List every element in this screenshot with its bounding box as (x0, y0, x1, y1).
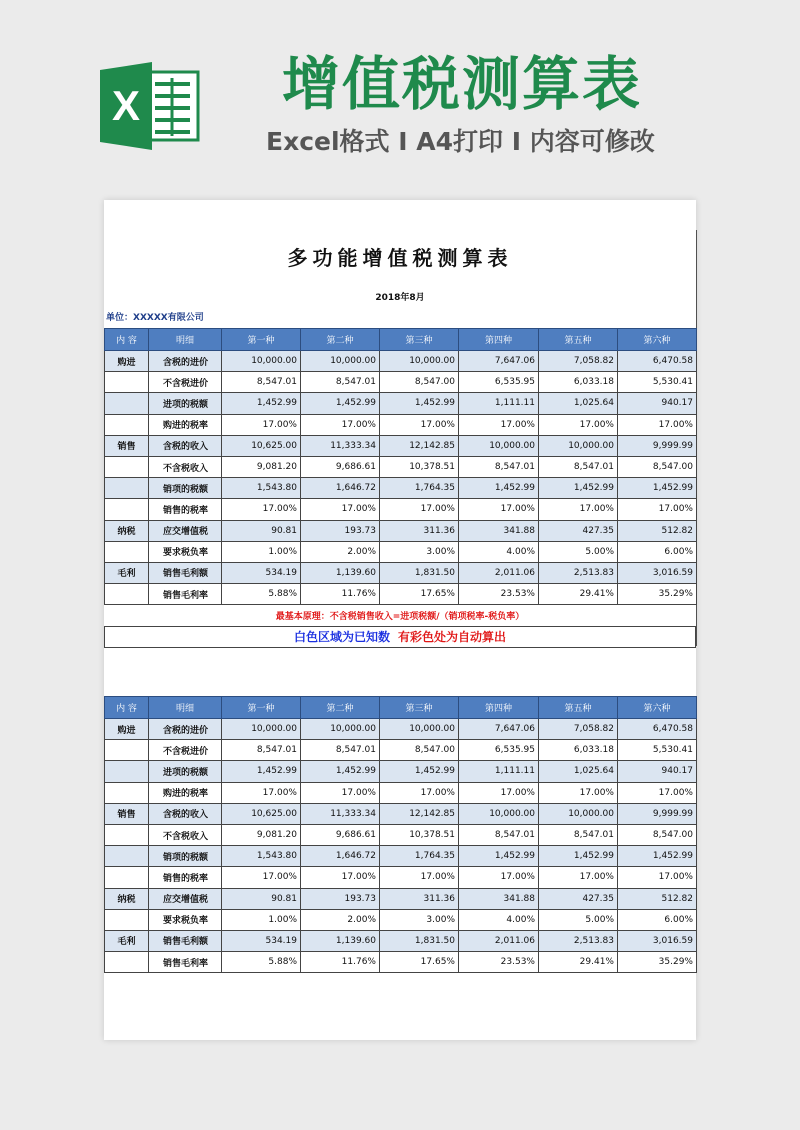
table-row (105, 803, 697, 824)
item-cell: 进项的税额 (149, 393, 222, 414)
page-subtitle: Excel格式 I A4打印 I 内容可修改 (266, 127, 655, 156)
value-cell[interactable]: 5.00% (539, 909, 618, 930)
table-row (105, 351, 697, 372)
column-header: 第四种 (459, 697, 539, 719)
value-cell[interactable]: 8,547.00 (618, 824, 697, 845)
item-cell: 要求税负率 (149, 541, 222, 562)
value-cell[interactable]: 1,452.99 (222, 393, 301, 414)
table-row (105, 520, 697, 541)
table-row (105, 867, 697, 888)
column-header: 第六种 (618, 329, 697, 351)
value-cell[interactable]: 427.35 (539, 520, 618, 541)
value-cell[interactable]: 8,547.01 (222, 740, 301, 761)
value-cell[interactable]: 17.00% (459, 782, 539, 803)
value-cell[interactable]: 10,625.00 (222, 435, 301, 456)
value-cell[interactable]: 17.00% (380, 867, 459, 888)
legend-auto: 有彩色处为自动算出 (398, 630, 507, 644)
value-cell[interactable]: 5.88% (222, 584, 301, 605)
table-row (105, 782, 697, 803)
value-cell[interactable]: 17.00% (459, 867, 539, 888)
value-cell[interactable]: 17.00% (539, 867, 618, 888)
value-cell[interactable]: 90.81 (222, 888, 301, 909)
column-header: 第一种 (222, 329, 301, 351)
spreadsheet-page (104, 200, 696, 1040)
value-cell[interactable]: 1,025.64 (539, 393, 618, 414)
value-cell[interactable]: 11.76% (301, 584, 380, 605)
value-cell[interactable]: 1,764.35 (380, 478, 459, 499)
column-header: 第一种 (222, 697, 301, 719)
value-cell[interactable]: 17.00% (222, 499, 301, 520)
table-header-row (105, 697, 697, 719)
category-cell (105, 499, 149, 520)
value-cell[interactable]: 17.00% (618, 782, 697, 803)
value-cell[interactable]: 10,378.51 (380, 824, 459, 845)
table-row (105, 541, 697, 562)
category-cell (105, 782, 149, 803)
value-cell[interactable]: 6.00% (618, 541, 697, 562)
category-cell (105, 740, 149, 761)
category-cell: 纳税 (105, 520, 149, 541)
value-cell[interactable]: 9,999.99 (618, 435, 697, 456)
value-cell[interactable]: 9,999.99 (618, 803, 697, 824)
value-cell[interactable]: 1,452.99 (222, 761, 301, 782)
value-cell[interactable]: 17.00% (618, 499, 697, 520)
value-cell[interactable]: 8,547.00 (618, 456, 697, 477)
value-cell[interactable]: 17.00% (459, 414, 539, 435)
table-row (105, 888, 697, 909)
value-cell[interactable]: 1,452.99 (380, 761, 459, 782)
item-cell: 购进的税率 (149, 414, 222, 435)
category-cell (105, 456, 149, 477)
value-cell[interactable]: 17.00% (301, 499, 380, 520)
item-cell: 含税的进价 (149, 351, 222, 372)
company-unit: 单位：XXXXX有限公司 (106, 313, 204, 323)
category-cell (105, 541, 149, 562)
value-cell[interactable]: 1,025.64 (539, 761, 618, 782)
value-cell[interactable]: 7,647.06 (459, 719, 539, 740)
value-cell[interactable]: 193.73 (301, 888, 380, 909)
column-header: 明细 (149, 329, 222, 351)
value-cell[interactable]: 1,646.72 (301, 478, 380, 499)
value-cell[interactable]: 10,000.00 (301, 719, 380, 740)
value-cell[interactable]: 35.29% (618, 584, 697, 605)
value-cell[interactable]: 17.00% (222, 867, 301, 888)
value-cell[interactable]: 8,547.00 (380, 372, 459, 393)
value-cell[interactable]: 10,625.00 (222, 803, 301, 824)
value-cell[interactable]: 193.73 (301, 520, 380, 541)
value-cell[interactable]: 5,530.41 (618, 740, 697, 761)
value-cell[interactable]: 1,543.80 (222, 478, 301, 499)
item-cell: 进项的税额 (149, 761, 222, 782)
value-cell[interactable]: 10,000.00 (380, 351, 459, 372)
category-cell (105, 414, 149, 435)
excel-icon (100, 62, 200, 150)
value-cell[interactable]: 1,452.99 (618, 846, 697, 867)
value-cell[interactable]: 35.29% (618, 952, 697, 973)
item-cell: 不含税进价 (149, 740, 222, 761)
value-cell[interactable]: 8,547.01 (222, 372, 301, 393)
item-cell: 不含税收入 (149, 456, 222, 477)
value-cell[interactable]: 10,000.00 (459, 435, 539, 456)
value-cell[interactable]: 11,333.34 (301, 803, 380, 824)
value-cell[interactable]: 1,646.72 (301, 846, 380, 867)
value-cell[interactable]: 12,142.85 (380, 803, 459, 824)
value-cell[interactable]: 2,011.06 (459, 562, 539, 583)
value-cell[interactable]: 23.53% (459, 952, 539, 973)
item-cell: 销售的税率 (149, 499, 222, 520)
vat-table-primary (104, 328, 697, 605)
category-cell (105, 761, 149, 782)
table-row (105, 499, 697, 520)
value-cell[interactable]: 17.65% (380, 952, 459, 973)
item-cell: 含税的进价 (149, 719, 222, 740)
value-cell[interactable]: 2.00% (301, 541, 380, 562)
legend-known: 白色区域为已知数 (293, 630, 390, 644)
value-cell[interactable]: 4.00% (459, 909, 539, 930)
color-legend (104, 626, 696, 648)
value-cell[interactable]: 1,452.99 (380, 393, 459, 414)
item-cell: 销售毛利额 (149, 930, 222, 951)
table-row (105, 952, 697, 973)
value-cell[interactable]: 90.81 (222, 520, 301, 541)
value-cell[interactable]: 6,033.18 (539, 372, 618, 393)
value-cell[interactable]: 3,016.59 (618, 930, 697, 951)
value-cell[interactable]: 17.00% (618, 867, 697, 888)
item-cell: 销售毛利额 (149, 562, 222, 583)
item-cell: 要求税负率 (149, 909, 222, 930)
value-cell[interactable]: 341.88 (459, 520, 539, 541)
value-cell[interactable]: 1,452.99 (301, 393, 380, 414)
item-cell: 应交增值税 (149, 520, 222, 541)
value-cell[interactable]: 1,764.35 (380, 846, 459, 867)
item-cell: 应交增值税 (149, 888, 222, 909)
value-cell[interactable]: 17.00% (618, 414, 697, 435)
column-header: 明细 (149, 697, 222, 719)
value-cell[interactable]: 1,452.99 (301, 761, 380, 782)
category-cell (105, 952, 149, 973)
table-row (105, 435, 697, 456)
column-header: 第五种 (539, 697, 618, 719)
table-row (105, 478, 697, 499)
category-cell (105, 824, 149, 845)
category-cell (105, 584, 149, 605)
value-cell[interactable]: 1,831.50 (380, 562, 459, 583)
item-cell: 购进的税率 (149, 782, 222, 803)
table-row (105, 456, 697, 477)
value-cell[interactable]: 8,547.01 (301, 740, 380, 761)
value-cell[interactable]: 5.88% (222, 952, 301, 973)
value-cell[interactable]: 10,378.51 (380, 456, 459, 477)
value-cell[interactable]: 17.00% (380, 414, 459, 435)
value-cell[interactable]: 8,547.01 (301, 372, 380, 393)
value-cell[interactable]: 2,011.06 (459, 930, 539, 951)
table-row (105, 761, 697, 782)
value-cell[interactable]: 1,139.60 (301, 930, 380, 951)
value-cell[interactable]: 10,000.00 (222, 719, 301, 740)
value-cell[interactable]: 534.19 (222, 930, 301, 951)
value-cell[interactable]: 2,513.83 (539, 930, 618, 951)
value-cell[interactable]: 1,452.99 (459, 478, 539, 499)
table-row (105, 846, 697, 867)
value-cell[interactable]: 8,547.00 (380, 740, 459, 761)
value-cell[interactable]: 1,452.99 (618, 478, 697, 499)
value-cell[interactable]: 9,081.20 (222, 824, 301, 845)
value-cell[interactable]: 9,686.61 (301, 824, 380, 845)
vat-table-secondary (104, 696, 697, 973)
value-cell[interactable]: 1,831.50 (380, 930, 459, 951)
item-cell: 销售毛利率 (149, 584, 222, 605)
value-cell[interactable]: 512.82 (618, 520, 697, 541)
item-cell: 不含税收入 (149, 824, 222, 845)
value-cell[interactable]: 1.00% (222, 541, 301, 562)
value-cell[interactable]: 11.76% (301, 952, 380, 973)
column-header: 第六种 (618, 697, 697, 719)
value-cell[interactable]: 10,000.00 (539, 803, 618, 824)
column-header: 内 容 (105, 697, 149, 719)
column-header: 第五种 (539, 329, 618, 351)
value-cell[interactable]: 5,530.41 (618, 372, 697, 393)
document-period: 2018年8月 (375, 293, 425, 303)
column-header: 第四种 (459, 329, 539, 351)
value-cell[interactable]: 8,547.01 (459, 824, 539, 845)
value-cell[interactable]: 940.17 (618, 761, 697, 782)
column-header: 第三种 (380, 697, 459, 719)
category-cell: 销售 (105, 435, 149, 456)
value-cell[interactable]: 940.17 (618, 393, 697, 414)
column-header: 第三种 (380, 329, 459, 351)
value-cell[interactable]: 17.00% (301, 782, 380, 803)
category-cell: 毛利 (105, 562, 149, 583)
value-cell[interactable]: 17.00% (301, 414, 380, 435)
value-cell[interactable]: 1,452.99 (539, 478, 618, 499)
item-cell: 含税的收入 (149, 435, 222, 456)
value-cell[interactable]: 12,142.85 (380, 435, 459, 456)
category-cell: 购进 (105, 351, 149, 372)
value-cell[interactable]: 6,470.58 (618, 351, 697, 372)
category-cell: 购进 (105, 719, 149, 740)
table-row (105, 584, 697, 605)
table-row (105, 372, 697, 393)
value-cell[interactable]: 1,111.11 (459, 761, 539, 782)
category-cell (105, 867, 149, 888)
value-cell[interactable]: 7,647.06 (459, 351, 539, 372)
table-row (105, 393, 697, 414)
table-row (105, 909, 697, 930)
value-cell[interactable]: 17.00% (222, 414, 301, 435)
column-header: 第二种 (301, 329, 380, 351)
category-cell: 纳税 (105, 888, 149, 909)
category-cell: 毛利 (105, 930, 149, 951)
table-row (105, 414, 697, 435)
table-row (105, 930, 697, 951)
value-cell[interactable]: 311.36 (380, 520, 459, 541)
value-cell[interactable]: 17.00% (539, 499, 618, 520)
value-cell[interactable]: 1,111.11 (459, 393, 539, 414)
value-cell[interactable]: 512.82 (618, 888, 697, 909)
item-cell: 销项的税额 (149, 478, 222, 499)
value-cell[interactable]: 2.00% (301, 909, 380, 930)
value-cell[interactable]: 6,535.95 (459, 372, 539, 393)
value-cell[interactable]: 534.19 (222, 562, 301, 583)
value-cell[interactable]: 6,535.95 (459, 740, 539, 761)
value-cell[interactable]: 17.00% (301, 867, 380, 888)
value-cell[interactable]: 10,000.00 (380, 719, 459, 740)
value-cell[interactable]: 6.00% (618, 909, 697, 930)
value-cell[interactable]: 1,452.99 (539, 846, 618, 867)
item-cell: 不含税进价 (149, 372, 222, 393)
value-cell[interactable]: 17.00% (539, 414, 618, 435)
category-cell (105, 909, 149, 930)
table-header-row (105, 329, 697, 351)
value-cell[interactable]: 9,686.61 (301, 456, 380, 477)
value-cell[interactable]: 8,547.01 (539, 456, 618, 477)
category-cell (105, 846, 149, 867)
value-cell[interactable]: 3.00% (380, 541, 459, 562)
value-cell[interactable]: 17.00% (380, 499, 459, 520)
value-cell[interactable]: 1,139.60 (301, 562, 380, 583)
table-row (105, 740, 697, 761)
category-cell: 销售 (105, 803, 149, 824)
value-cell[interactable]: 17.00% (539, 782, 618, 803)
value-cell[interactable]: 11,333.34 (301, 435, 380, 456)
column-header: 第二种 (301, 697, 380, 719)
value-cell[interactable]: 3.00% (380, 909, 459, 930)
value-cell[interactable]: 1,543.80 (222, 846, 301, 867)
value-cell[interactable]: 17.00% (380, 782, 459, 803)
value-cell[interactable]: 29.41% (539, 584, 618, 605)
banner (0, 0, 800, 190)
value-cell[interactable]: 427.35 (539, 888, 618, 909)
value-cell[interactable]: 2,513.83 (539, 562, 618, 583)
principle-note: 最基本原理：不含税销售收入=进项税额/（销项税率-税负率） (275, 612, 525, 622)
value-cell[interactable]: 29.41% (539, 952, 618, 973)
value-cell[interactable]: 17.00% (459, 499, 539, 520)
item-cell: 销售毛利率 (149, 952, 222, 973)
value-cell[interactable]: 8,547.01 (459, 456, 539, 477)
value-cell[interactable]: 23.53% (459, 584, 539, 605)
table-row (105, 562, 697, 583)
value-cell[interactable]: 4.00% (459, 541, 539, 562)
category-cell (105, 372, 149, 393)
table-row (105, 824, 697, 845)
value-cell[interactable]: 6,470.58 (618, 719, 697, 740)
value-cell[interactable]: 6,033.18 (539, 740, 618, 761)
value-cell[interactable]: 7,058.82 (539, 351, 618, 372)
value-cell[interactable]: 10,000.00 (222, 351, 301, 372)
column-header: 内 容 (105, 329, 149, 351)
table-row (105, 719, 697, 740)
item-cell: 含税的收入 (149, 803, 222, 824)
value-cell[interactable]: 10,000.00 (301, 351, 380, 372)
item-cell: 销项的税额 (149, 846, 222, 867)
value-cell[interactable]: 17.65% (380, 584, 459, 605)
value-cell[interactable]: 311.36 (380, 888, 459, 909)
value-cell[interactable]: 3,016.59 (618, 562, 697, 583)
category-cell (105, 393, 149, 414)
value-cell[interactable]: 10,000.00 (459, 803, 539, 824)
document-title: 多功能增值税测算表 (287, 246, 513, 270)
value-cell[interactable]: 5.00% (539, 541, 618, 562)
value-cell[interactable]: 10,000.00 (539, 435, 618, 456)
value-cell[interactable]: 1,452.99 (459, 846, 539, 867)
category-cell (105, 478, 149, 499)
value-cell[interactable]: 7,058.82 (539, 719, 618, 740)
value-cell[interactable]: 341.88 (459, 888, 539, 909)
value-cell[interactable]: 17.00% (222, 782, 301, 803)
value-cell[interactable]: 1.00% (222, 909, 301, 930)
value-cell[interactable]: 8,547.01 (539, 824, 618, 845)
svg-text:X: X (111, 82, 141, 129)
item-cell: 销售的税率 (149, 867, 222, 888)
page-title: 增值税测算表 (282, 50, 643, 118)
value-cell[interactable]: 9,081.20 (222, 456, 301, 477)
